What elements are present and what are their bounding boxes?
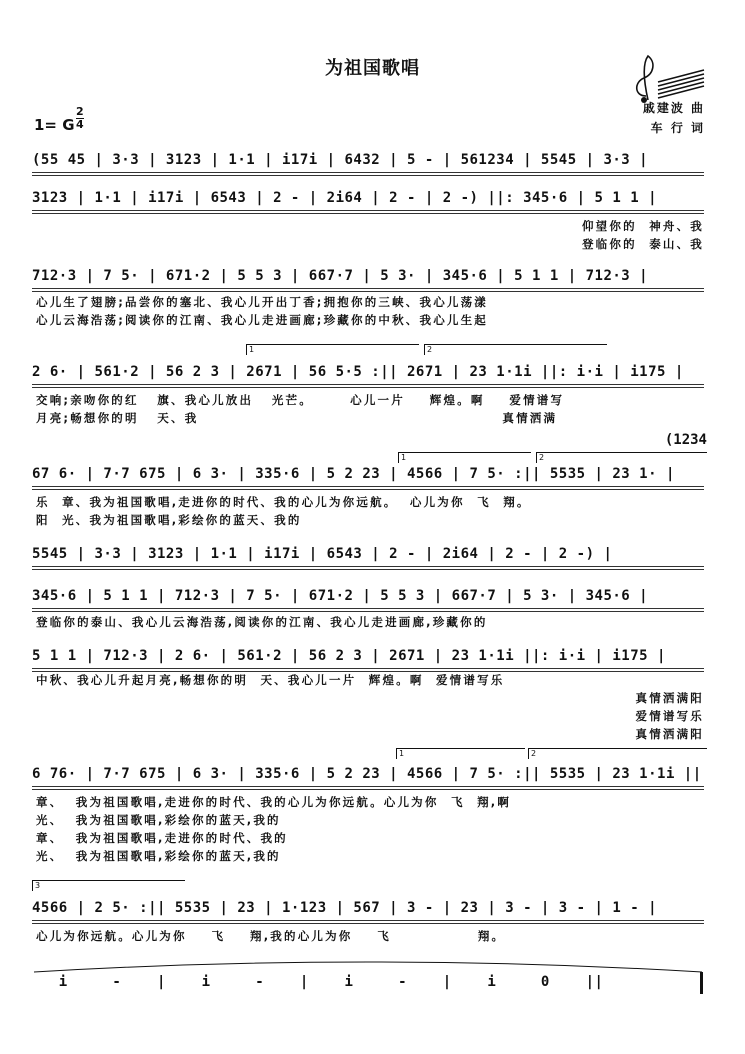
final-barline bbox=[700, 972, 703, 994]
key-signature: 1= G bbox=[34, 116, 75, 134]
credits bbox=[643, 98, 705, 138]
volta-1: 1 bbox=[398, 452, 531, 463]
lyric-line: 心儿云海浩荡;阅读你的江南、我心儿走进画廊;珍藏你的中秋、我心儿生起 bbox=[36, 313, 488, 327]
notation-line-6: 5545 | 3·3 | 3123 | 1·1 | i17i | 6543 | 2 - | 2i64 | 2 - | 2 -) | bbox=[32, 546, 613, 562]
lyric-line: 心儿生了翅膀;品尝你的塞北、我心儿开出丁香;拥抱你的三峡、我心儿荡漾 bbox=[36, 295, 488, 309]
lyric-line: 阳 光、我为祖国歌唱,彩绘你的蓝天、我的 bbox=[36, 513, 302, 527]
lyric-line: 章、 我为祖国歌唱,走进你的时代、我的 bbox=[36, 831, 288, 845]
time-signature bbox=[76, 106, 84, 131]
volta-1: 1 bbox=[396, 748, 525, 759]
lyric-line: 真情洒满阳 bbox=[635, 727, 704, 741]
notation-line-2: 3123 | 1·1 | i17i | 6543 | 2 - | 2i64 | 2 - | 2 -) ||: 345·6 | 5 1 1 | bbox=[32, 190, 658, 206]
notation-line-11: i - | i - | i - | i 0 || bbox=[32, 974, 604, 990]
notation-line-10: 4566 | 2 5· :|| 5535 | 23 | 1·123 | 567 | 3 - | 23 | 3 - | 3 - | 1 - | bbox=[32, 900, 658, 916]
lyric-line: 月亮;畅想你的明 天、我 真情洒满 bbox=[36, 411, 558, 425]
lyric-line: 光、 我为祖国歌唱,彩绘你的蓝天,我的 bbox=[36, 849, 281, 863]
volta-2: 2 bbox=[528, 748, 707, 759]
lyric-line: 章、 我为祖国歌唱,走进你的时代、我的心儿为你远航。心儿为你 飞 翔,啊 bbox=[36, 795, 512, 809]
lyric-line: 登临你的泰山、我心儿云海浩荡,阅读你的江南、我心儿走进画廊,珍藏你的 bbox=[36, 615, 488, 629]
lyric-line: 交响;亲吻你的红 旗、我心儿放出 光芒。 心儿一片 辉煌。啊 爱情谱写 bbox=[36, 393, 565, 407]
lyric-line: 心儿为你远航。心儿为你 飞 翔,我的心儿为你 飞 翔。 bbox=[36, 929, 506, 943]
volta-1: 1 bbox=[246, 344, 419, 355]
tie-arc bbox=[32, 956, 704, 976]
lyric-line: 中秋、我心儿升起月亮,畅想你的明 天、我心儿一片 辉煌。啊 爱情谱写乐 bbox=[36, 673, 505, 687]
treble-clef-logo-icon bbox=[628, 52, 708, 104]
notation-line-7: 345·6 | 5 1 1 | 712·3 | 7 5· | 671·2 | 5 5 3 | 667·7 | 5 3· | 345·6 | bbox=[32, 588, 649, 604]
composer-credit: 戚建波 曲 bbox=[642, 101, 705, 115]
time-top: 2 bbox=[76, 105, 84, 118]
lyric-line: 仰望你的 神舟、我 bbox=[581, 219, 704, 233]
notation-line-9: 6 76· | 7·7 675 | 6 3· | 335·6 | 5 2 23 | 4566 | 7 5· :|| 5535 | 23 1·1i || bbox=[32, 766, 702, 782]
notation-line-8: 5 1 1 | 712·3 | 2 6· | 561·2 | 56 2 3 | 2671 | 23 1·1i ||: i·i | i175 | bbox=[32, 648, 666, 664]
song-title: 为祖国歌唱 bbox=[325, 58, 420, 79]
lyric-line: 乐 章、我为祖国歌唱,走进你的时代、我的心儿为你远航。 心儿为你 飞 翔。 bbox=[36, 495, 531, 509]
lyric-line: 登临你的 泰山、我 bbox=[581, 237, 704, 251]
volta-3: 3 bbox=[32, 880, 185, 891]
lyricist-credit: 车 行 词 bbox=[650, 121, 705, 135]
volta-2: 2 bbox=[424, 344, 607, 355]
time-bottom: 4 bbox=[76, 118, 84, 131]
lyric-line: 光、 我为祖国歌唱,彩绘你的蓝天,我的 bbox=[36, 813, 281, 827]
notation-line-4: 2 6· | 561·2 | 56 2 3 | 2671 | 56 5·5 :|| 2671 | 23 1·1i ||: i·i | i175 | bbox=[32, 364, 684, 380]
notation-tail: (1234 bbox=[664, 432, 707, 448]
notation-line-1: (55 45 | 3·3 | 3123 | 1·1 | i17i | 6432 | 5 - | 561234 | 5545 | 3·3 | bbox=[32, 152, 649, 168]
lyric-line: 爱情谱写乐 bbox=[635, 709, 704, 723]
lyric-line: 真情洒满阳 bbox=[635, 691, 704, 705]
notation-line-5: 67 6· | 7·7 675 | 6 3· | 335·6 | 5 2 23 | 4566 | 7 5· :|| 5535 | 23 1· | bbox=[32, 466, 675, 482]
notation-line-3: 712·3 | 7 5· | 671·2 | 5 5 3 | 667·7 | 5 3· | 345·6 | 5 1 1 | 712·3 | bbox=[32, 268, 649, 284]
volta-2: 2 bbox=[536, 452, 707, 463]
